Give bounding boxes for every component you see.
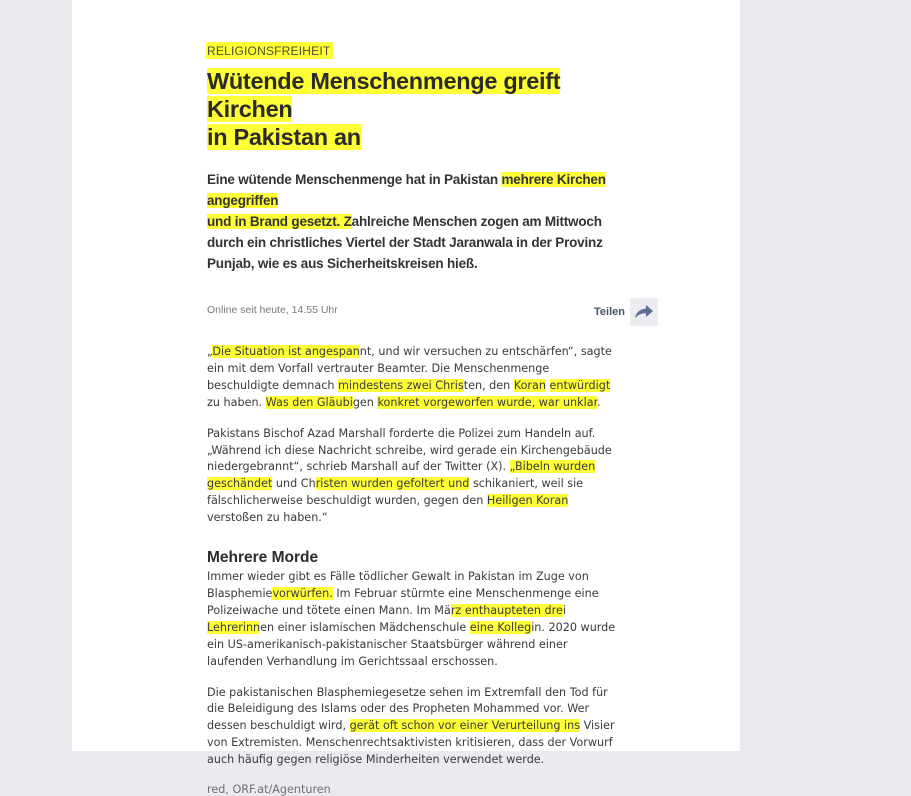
online-since: Online seit heute, 14.55 Uhr xyxy=(207,304,338,316)
text: nt, und wir versuchen zu entschärfen“, sagte ein mit dem Vorfall vertrauter Beamter. Die Menschenmenge beschuldigte demnach xyxy=(207,345,612,392)
text: verstoßen zu haben.“ xyxy=(207,511,328,525)
article-source: red, ORF.at/Agenturen xyxy=(207,783,331,796)
text: zu haben. xyxy=(207,395,266,409)
article-column xyxy=(207,40,625,796)
share-label[interactable]: Teilen xyxy=(594,306,625,318)
title-highlight: Wütende Menschenmenge greift Kirchen xyxy=(207,68,561,122)
highlight: vorwürfen. xyxy=(272,586,333,600)
subheading: Mehrere Morde xyxy=(207,549,319,567)
article-kicker[interactable]: RELIGIONSFREIHEIT xyxy=(206,42,333,59)
text: schikaniert, weil sie fälschlicherweise beschuldigt wurden, gegen den xyxy=(207,477,584,508)
article-title xyxy=(207,67,619,151)
highlight: Heiligen Koran xyxy=(486,494,569,508)
text: in. 2020 wurde ein US-amerikanisch-pakistanischer Staatsbürger während einer laufenden Verhandlung im Gerichtssaal erschossen. xyxy=(207,620,616,668)
highlight: rz enthaupteten dre xyxy=(450,603,563,617)
lead-text: ahlreiche Menschen zogen am Mittwoch durch ein christliches Viertel der Stadt Jaranwala in der Provinz Punjab, wie es aus Sicherheitskreisen hieß. xyxy=(207,214,603,271)
highlight: konkret vorgeworfen wurde, war unklar xyxy=(377,395,598,409)
text: Im Februar stürmte eine Menschenmenge eine Polizeiwache und tötete einen Mann. Im Mä xyxy=(207,586,599,617)
paragraph-3 xyxy=(207,569,619,670)
highlight: „Bibeln wurden geschändet xyxy=(207,460,596,491)
text: Visier von Extremisten. Menschenrechtsaktivisten kritisieren, dass der Vorwurf auch häufig gegen religiöse Minderheiten verwendet werde. xyxy=(207,719,615,767)
meta-row xyxy=(207,296,625,328)
highlight: Lehrerinn xyxy=(207,620,261,634)
highlight: Die Situation ist angespan xyxy=(212,345,360,358)
lead-highlight: und in Brand gesetzt. Z xyxy=(207,214,352,229)
text: „ xyxy=(207,345,213,358)
highlight: entwürdigt xyxy=(549,378,611,392)
text: ten, den xyxy=(463,378,514,392)
text: Immer wieder gibt es Fälle tödlicher Gewalt in Pakistan im Zuge von Blasphemie xyxy=(207,570,589,600)
highlight: risten wurden gefoltert und xyxy=(315,477,470,491)
text: i xyxy=(562,603,566,617)
article-lead xyxy=(207,169,619,274)
highlight: gerät oft schon vor einer Verurteilung ins xyxy=(349,719,581,733)
paragraph-4 xyxy=(207,685,619,770)
text: . xyxy=(597,395,601,409)
share-button[interactable] xyxy=(594,298,658,326)
paragraph-1 xyxy=(207,344,619,412)
text xyxy=(546,379,550,392)
share-arrow-icon[interactable] xyxy=(630,298,658,326)
article-sheet xyxy=(72,0,740,796)
text: Pakistans Bischof Azad Marshall forderte die Polizei zum Handeln auf. „Während ich diese Nachricht schreibe, wird gerade ein Kirchengebäude niedergebrannt“, schrieb Marshall auf der Twitter (X). xyxy=(207,426,612,474)
text: und Ch xyxy=(272,477,316,491)
paragraph-2 xyxy=(207,426,619,527)
lead-text: Eine wütende Menschenmenge hat in Pakistan xyxy=(207,172,502,187)
highlight: mindestens zwei Chris xyxy=(338,378,464,392)
highlight: Koran xyxy=(513,378,546,392)
lead-highlight: mehrere Kirchen angegriffen xyxy=(207,172,606,208)
title-highlight: in Pakistan an xyxy=(207,124,361,150)
highlight: Was den Gläubi xyxy=(265,395,353,409)
text: gen xyxy=(352,395,378,409)
text: en einer islamischen Mädchenschule xyxy=(260,620,470,634)
highlight: eine Kolleg xyxy=(469,620,532,634)
text: Die pakistanischen Blasphemiegesetze sehen im Extremfall den Tod für die Beleidigung des Islams oder des Propheten Mohammed vor. Wer dessen beschuldigt wird, xyxy=(207,685,608,733)
